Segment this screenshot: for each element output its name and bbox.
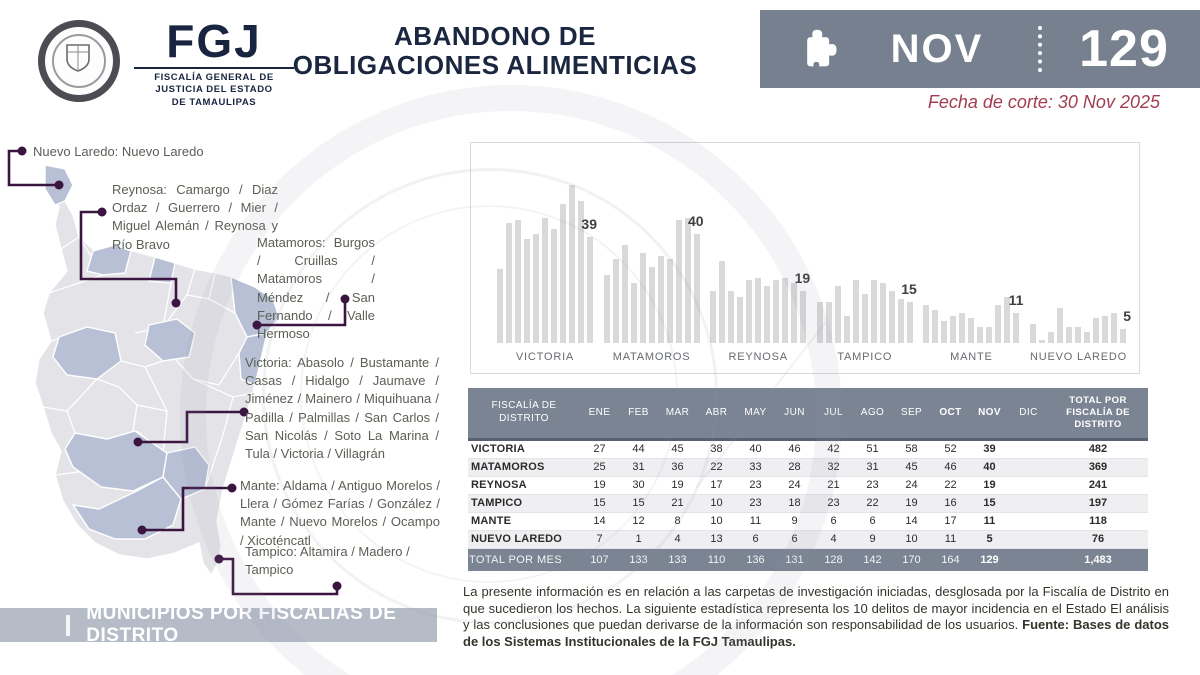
cell-value: 19 [580, 476, 619, 494]
bar-group-reynosa [710, 159, 811, 363]
bar-abr [1057, 308, 1063, 343]
cell-value: 11 [736, 512, 775, 530]
bar-feb [826, 302, 832, 343]
total-cell-value: 164 [931, 548, 970, 571]
cell-value: 52 [931, 439, 970, 458]
cell-value: 14 [580, 512, 619, 530]
cell-value: 18 [775, 494, 814, 512]
col-header-total: TOTAL POR FISCALÍA DE DISTRITO [1048, 388, 1148, 439]
bar-jul [871, 280, 877, 343]
cell-value: 24 [775, 476, 814, 494]
cell-value: 40 [736, 439, 775, 458]
kpi-month-label: NOV [890, 26, 984, 71]
bar-jul [977, 327, 983, 343]
table-row [468, 512, 1148, 530]
cell-value: 25 [580, 458, 619, 476]
bar-value-label: 15 [901, 281, 917, 298]
bar-ago [880, 283, 886, 343]
cell-value: 46 [931, 458, 970, 476]
cell-value: 11 [970, 512, 1009, 530]
cell-value: 15 [580, 494, 619, 512]
cell-value: 58 [892, 439, 931, 458]
bar-feb [506, 223, 512, 343]
bar-oct [898, 299, 904, 343]
bar-sep [995, 305, 1001, 343]
x-axis-label: NUEVO LAREDO [1029, 351, 1127, 363]
cell-value: 28 [775, 458, 814, 476]
bar-jun [968, 318, 974, 343]
bar-mar [728, 291, 734, 343]
bar-may [1066, 327, 1072, 343]
cell-value: 4 [814, 530, 853, 548]
cell-value: 45 [892, 458, 931, 476]
cell-value: 23 [736, 494, 775, 512]
bar-group-nuevo-laredo [1029, 159, 1131, 363]
cell-value: 6 [853, 512, 892, 530]
bar-value-label: 5 [1123, 308, 1131, 325]
bar-jun [862, 294, 868, 343]
bar-sep [676, 220, 682, 343]
cell-district: MATAMOROS [468, 458, 580, 476]
cell-value: 5 [970, 530, 1009, 548]
bar-value-label: 40 [688, 213, 704, 230]
cell-value: 9 [775, 512, 814, 530]
cell-value: 10 [892, 530, 931, 548]
col-header-mar: MAR [658, 388, 697, 439]
bar-nov [1120, 329, 1126, 343]
bar-jun [755, 278, 761, 343]
bar-ene [710, 291, 716, 343]
total-row-label: TOTAL POR MES [468, 548, 580, 571]
bar-ene [497, 269, 503, 343]
cell-value [1009, 494, 1048, 512]
page-title: ABANDONO DE OBLIGACIONES ALIMENTICIAS [292, 21, 698, 81]
cell-total: 482 [1048, 439, 1148, 458]
x-axis-label: MANTE [950, 351, 993, 363]
banner-tick [66, 615, 70, 636]
cell-value: 23 [736, 476, 775, 494]
map-label-tampico: Tampico: Altamira / Madero / Tampico [245, 544, 410, 578]
col-header-district: FISCALÍA DE DISTRITO [468, 388, 580, 439]
bar-jul [658, 256, 664, 343]
cutoff-date: Fecha de corte: 30 Nov 2025 [927, 92, 1160, 112]
bar-sep [569, 185, 575, 343]
bar-ago [986, 327, 992, 343]
bar-ago [1093, 318, 1099, 343]
x-axis-label: REYNOSA [728, 351, 788, 363]
cell-value: 31 [853, 458, 892, 476]
bar-abr [950, 316, 956, 343]
cell-value: 21 [658, 494, 697, 512]
cell-value: 38 [697, 439, 736, 458]
bar-nov [694, 234, 700, 343]
cell-total: 197 [1048, 494, 1148, 512]
bar-mar [835, 286, 841, 343]
table-row [468, 458, 1148, 476]
bar-jun [649, 267, 655, 343]
bar-nov [587, 237, 593, 343]
cell-value: 46 [775, 439, 814, 458]
map-label-victoria: Victoria: Abasolo / Bustamante / Casas / Hidalgo / Jaumave / Jiménez / Mainero / Miquihuana / Padilla / Palmillas / San Carlos / San Nicolás / Soto La Marina / Tula / Victoria / Villagrán [245, 355, 439, 461]
banner-label: MUNICIPIOS POR FISCALÍAS DE DISTRITO [86, 603, 397, 646]
cell-district: TAMPICO [468, 494, 580, 512]
cell-value: 11 [931, 530, 970, 548]
bar-nov [1013, 313, 1019, 343]
total-cell-value [1009, 548, 1048, 571]
total-row [468, 548, 1148, 571]
col-header-ago: AGO [853, 388, 892, 439]
cell-value [1009, 458, 1048, 476]
cell-value: 22 [853, 494, 892, 512]
total-cell-value: 136 [736, 548, 775, 571]
logo-sub-line1: FISCALÍA GENERAL DE [154, 72, 274, 83]
col-header-abr: ABR [697, 388, 736, 439]
bar-may [640, 253, 646, 343]
bar-ene [817, 302, 823, 343]
cell-value [1009, 512, 1048, 530]
table-row [468, 439, 1148, 458]
bar-jun [542, 218, 548, 343]
bar-ene [923, 305, 929, 343]
cell-value: 51 [853, 439, 892, 458]
bar-abr [844, 316, 850, 343]
bar-nov [800, 291, 806, 343]
bar-jul [1084, 332, 1090, 343]
bar-feb [932, 310, 938, 343]
puzzle-icon [798, 24, 842, 74]
coat-of-arms-icon [65, 43, 91, 73]
map-section-banner [0, 603, 437, 646]
total-cell-value: 107 [580, 548, 619, 571]
bar-ene [1030, 324, 1036, 343]
cell-district: NUEVO LAREDO [468, 530, 580, 548]
cell-value: 9 [853, 530, 892, 548]
cell-total: 76 [1048, 530, 1148, 548]
bar-group-mante [923, 159, 1024, 363]
bar-sep [1102, 316, 1108, 343]
x-axis-label: TAMPICO [837, 351, 893, 363]
total-cell-value: 133 [619, 548, 658, 571]
bar-jul [764, 286, 770, 343]
bar-ago [773, 280, 779, 343]
bar-group-tampico [817, 159, 917, 363]
bar-value-label: 39 [581, 215, 597, 232]
bar-ago [560, 204, 566, 343]
bar-feb [1039, 340, 1045, 343]
cell-value: 42 [814, 439, 853, 458]
logo-acronym: FGJ [166, 15, 262, 67]
cell-value: 22 [697, 458, 736, 476]
col-header-may: MAY [736, 388, 775, 439]
kpi-header-bar [760, 10, 1200, 88]
logo-sub-line3: DE TAMAULIPAS [171, 96, 257, 108]
grand-total: 1,483 [1048, 548, 1148, 571]
bar-feb [719, 261, 725, 343]
bar-group-matamoros [604, 159, 704, 363]
bar-may [959, 313, 965, 343]
bar-abr [524, 239, 530, 343]
bar-oct [1111, 313, 1117, 343]
cell-total: 118 [1048, 512, 1148, 530]
chart-plot-area [497, 159, 1131, 363]
bar-abr [631, 283, 637, 343]
cell-value: 40 [970, 458, 1009, 476]
cell-value [1009, 476, 1048, 494]
map-label-matamoros: Matamoros: Burgos / Cruillas / Matamoros / Méndez / San Fernando / Valle Hermoso [257, 235, 375, 341]
table-row [468, 494, 1148, 512]
cell-value: 14 [892, 512, 931, 530]
bar-mar [941, 321, 947, 343]
cell-value: 31 [619, 458, 658, 476]
cell-total: 241 [1048, 476, 1148, 494]
map-label-nuevo-laredo: Nuevo Laredo: Nuevo Laredo [33, 144, 204, 159]
x-axis-label: MATAMOROS [612, 351, 691, 363]
cell-value: 16 [931, 494, 970, 512]
total-cell-value: 133 [658, 548, 697, 571]
cell-district: MANTE [468, 512, 580, 530]
cell-value: 32 [814, 458, 853, 476]
cell-value: 19 [658, 476, 697, 494]
bar-jul [551, 229, 557, 343]
monthly-bar-chart [470, 142, 1140, 374]
cell-value: 6 [775, 530, 814, 548]
cell-value: 30 [619, 476, 658, 494]
col-header-feb: FEB [619, 388, 658, 439]
bar-value-label: 19 [794, 270, 811, 287]
bar-value-label: 11 [1008, 292, 1024, 309]
bar-feb [613, 259, 619, 343]
bar-may [853, 280, 859, 343]
cell-value: 1 [619, 530, 658, 548]
disclaimer-source: Fuente: Bases de datos de los Sistemas Institucionales de la FGJ Tamaulipas. [463, 617, 1169, 649]
bar-ago [667, 259, 673, 343]
cell-value [1009, 530, 1048, 548]
bar-group-victoria [497, 159, 597, 363]
bar-mar [622, 245, 628, 343]
cell-value: 10 [697, 494, 736, 512]
cell-value: 23 [814, 494, 853, 512]
bar-mar [515, 220, 521, 343]
x-axis-label: VICTORIA [515, 351, 575, 363]
cell-value [1009, 439, 1048, 458]
cell-value: 13 [697, 530, 736, 548]
bar-oct [685, 218, 691, 343]
cell-value: 15 [619, 494, 658, 512]
kpi-count-value: 129 [1079, 20, 1169, 78]
bar-oct [791, 283, 797, 343]
cell-value: 17 [931, 512, 970, 530]
total-cell-value: 131 [775, 548, 814, 571]
cell-value: 23 [853, 476, 892, 494]
cell-value: 6 [736, 530, 775, 548]
cell-value: 24 [892, 476, 931, 494]
cell-value: 10 [697, 512, 736, 530]
cell-value: 27 [580, 439, 619, 458]
cell-value: 33 [736, 458, 775, 476]
cell-district: REYNOSA [468, 476, 580, 494]
bar-may [533, 234, 539, 343]
cell-total: 369 [1048, 458, 1148, 476]
map-label-reynosa: Reynosa: Camargo / Diaz Ordaz / Guerrero / Mier / Miguel Alemán / Reynosa y Río Bravo [112, 182, 278, 252]
col-header-oct: OCT [931, 388, 970, 439]
dotted-divider [1038, 26, 1042, 72]
cell-value: 12 [619, 512, 658, 530]
bar-sep [889, 291, 895, 343]
fgj-seal-icon [38, 20, 120, 102]
cell-value: 21 [814, 476, 853, 494]
bar-mar [1048, 332, 1054, 343]
disclaimer-text [463, 584, 1169, 651]
map-label-mante: Mante: Aldama / Antiguo Morelos / Llera / Gómez Farías / González / Mante / Nuevo Morelos / Ocampo / Xicoténcatl [240, 478, 440, 548]
cell-district: VICTORIA [468, 439, 580, 458]
col-header-jul: JUL [814, 388, 853, 439]
total-cell-value: 142 [853, 548, 892, 571]
cell-value: 8 [658, 512, 697, 530]
cell-value: 22 [931, 476, 970, 494]
cell-value: 19 [970, 476, 1009, 494]
col-header-nov: NOV [970, 388, 1009, 439]
bar-jun [1075, 327, 1081, 343]
total-cell-value: 170 [892, 548, 931, 571]
bar-sep [782, 278, 788, 343]
bar-nov [907, 302, 913, 343]
col-header-jun: JUN [775, 388, 814, 439]
col-header-dic: DIC [1009, 388, 1048, 439]
total-cell-value: 128 [814, 548, 853, 571]
cell-value: 17 [697, 476, 736, 494]
bar-ene [604, 275, 610, 343]
cell-value: 45 [658, 439, 697, 458]
bar-may [746, 280, 752, 343]
cell-value: 44 [619, 439, 658, 458]
logo-sub-line2: JUSTICIA DEL ESTADO [155, 84, 273, 96]
district-month-table [468, 388, 1148, 571]
total-cell-value: 129 [970, 548, 1009, 571]
disclaimer-body: La presente información es en relación a las carpetas de investigación iniciadas, desglosada por la Fiscalía de Distrito en que sucedieron los hechos. La siguiente estadística representa los 10 delitos de mayor incidencia en el Estado El análisis y las conclusiones que puedan derivarse de la información son responsabilidad de los usuarios. [463, 584, 1169, 633]
bar-abr [737, 297, 743, 343]
cell-value: 36 [658, 458, 697, 476]
cell-value: 19 [892, 494, 931, 512]
col-header-sep: SEP [892, 388, 931, 439]
cell-value: 15 [970, 494, 1009, 512]
cell-value: 39 [970, 439, 1009, 458]
cell-value: 7 [580, 530, 619, 548]
table-row [468, 476, 1148, 494]
total-cell-value: 110 [697, 548, 736, 571]
col-header-ene: ENE [580, 388, 619, 439]
cell-value: 4 [658, 530, 697, 548]
cell-value: 6 [814, 512, 853, 530]
table-row [468, 530, 1148, 548]
